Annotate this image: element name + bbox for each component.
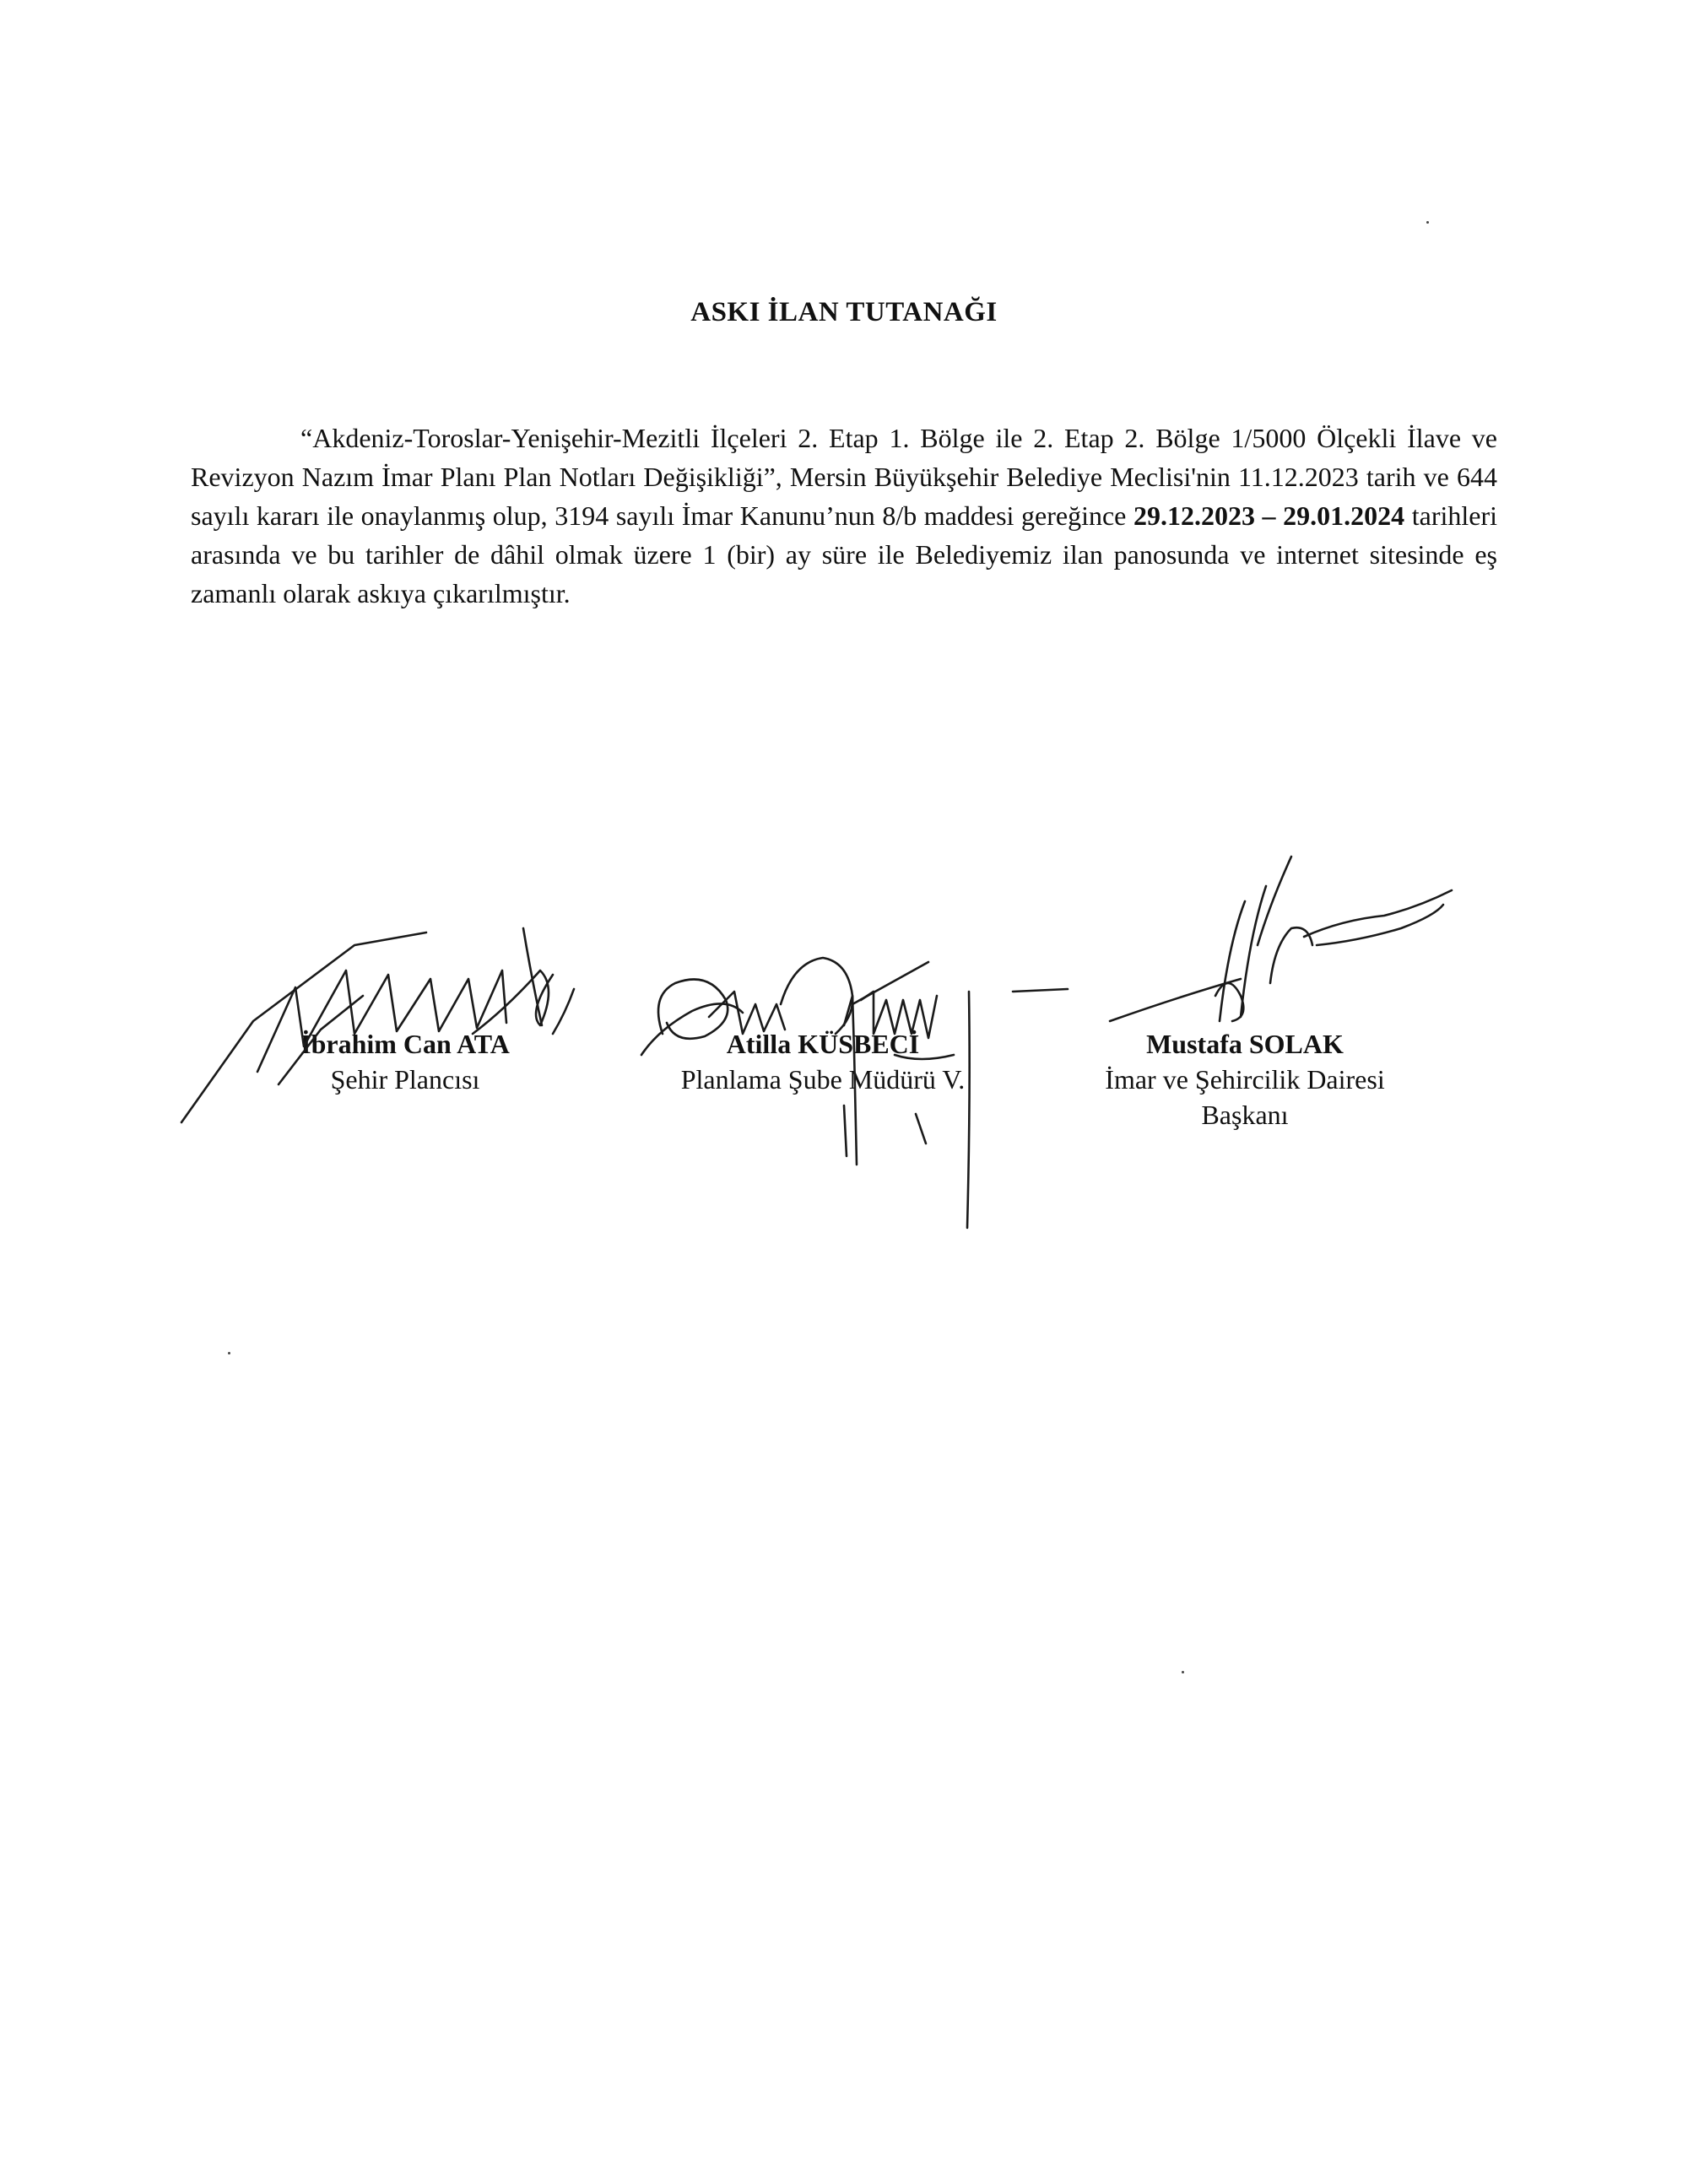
signatory-3 [1038,1026,1452,1133]
signatory-3-role-line1: İmar ve Şehircilik Dairesi [1105,1064,1385,1095]
scan-speck [1182,1671,1184,1673]
signatory-1-role: Şehir Plancısı [330,1064,480,1095]
signature-3-icon [1013,857,1452,1021]
paragraph-part2: tarihleri arasında ve bu tarihler de dâhil olmak üzere 1 (bir) ay süre ile Belediyemiz ilan panosunda ve internet sitesinde eş zamanlı olarak askıya çıkarılmıştır. [191,500,1498,608]
date-range: 29.12.2023 – 29.01.2024 [1133,500,1405,531]
signatory-2-role: Planlama Şube Müdürü V. [680,1064,966,1095]
signatory-3-name: Mustafa SOLAK [1146,1029,1344,1059]
scan-speck [1426,221,1429,224]
announcement-paragraph [191,419,1497,613]
signatory-2-name: Atilla KÜSBECİ [726,1029,920,1059]
paragraph-part1: “Akdeniz-Toroslar-Yenişehir-Mezitli İlçeleri 2. Etap 1. Bölge ile 2. Etap 2. Bölge 1/5000 Ölçekli İlave ve Revizyon Nazım İmar Planı Plan Notları Değişikliği”, Mersin Büyükşehir Belediye Meclisi'nin 11.12.2023 tarih ve 644 sayılı kararı ile onaylanmış olup, 3194 sayılı İmar Kanunu’nun 8/b maddesi gereğince [191,423,1497,531]
signatory-2 [608,1026,1038,1097]
document-title: ASKI İLAN TUTANAĞI [690,297,998,327]
signatory-1-name: İbrahim Can ATA [300,1029,510,1059]
signatory-3-role-line2: Başkanı [1201,1100,1289,1130]
scan-speck [228,1352,230,1354]
signatory-1 [228,1026,582,1097]
